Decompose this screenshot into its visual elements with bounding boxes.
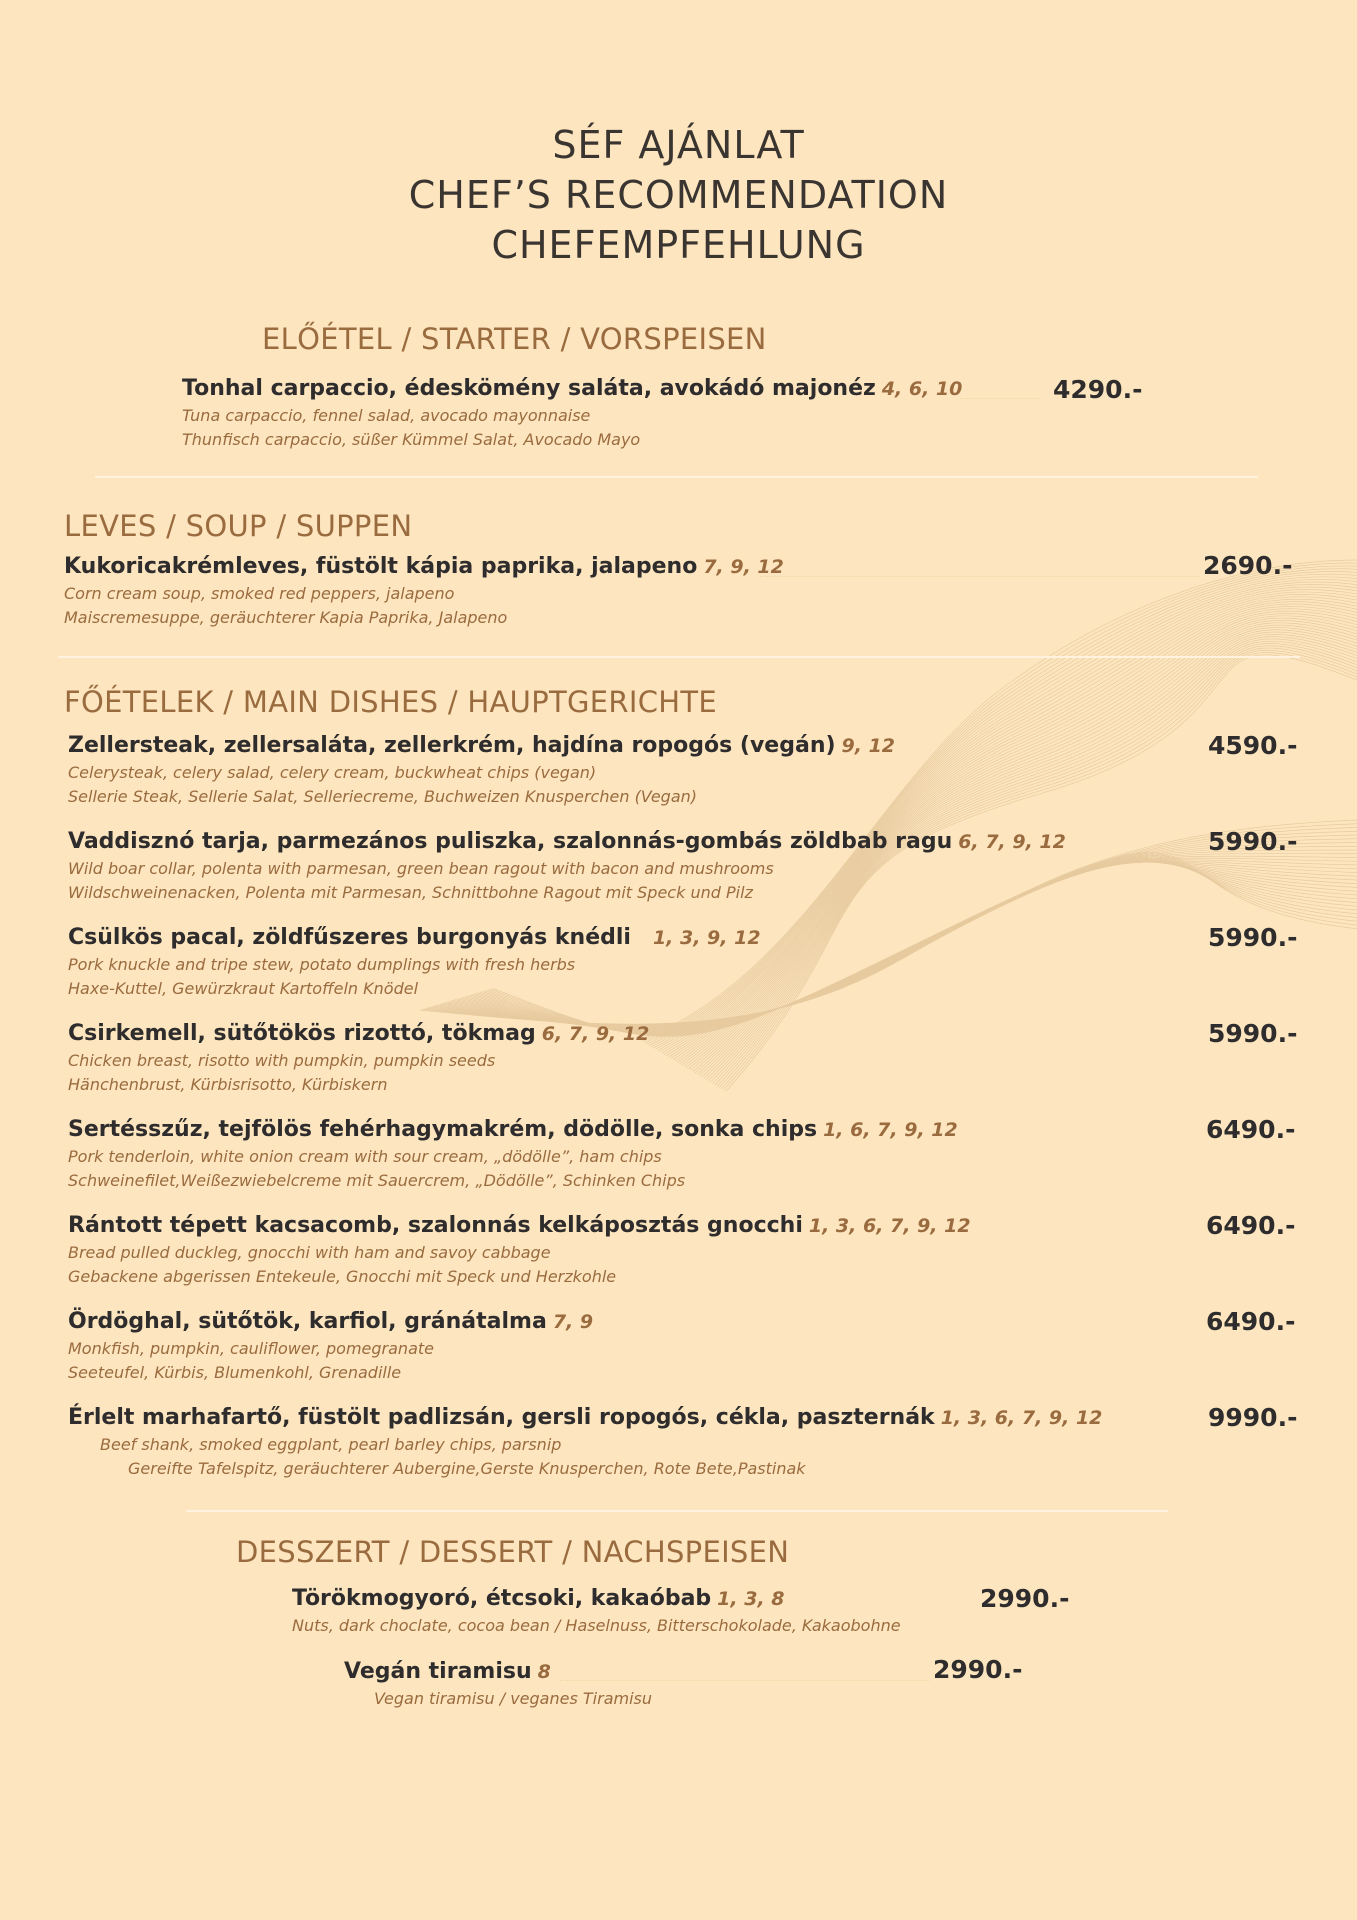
item-desc-en: Pork knuckle and tripe stew, potato dumplings with fresh herbs: [68, 955, 576, 974]
wave-line: [669, 594, 1357, 1057]
menu-item: [64, 552, 784, 630]
item-desc-de: Thunfisch carpaccio, süßer Kümmel Salat, Avocado Mayo: [182, 430, 641, 449]
menu-item: [68, 1211, 971, 1289]
item-desc-de: Hänchenbrust, Kürbisrisotto, Kürbiskern: [68, 1075, 388, 1094]
title-line-de: CHEFEMPFEHLUNG: [491, 223, 866, 267]
item-name: Érlelt marhafartő, füstölt padlizsán, gersli ropogós, cékla, paszternák: [68, 1405, 935, 1430]
item-allergens: 1, 3, 9, 12: [652, 927, 761, 949]
item-name: Csülkös pacal, zöldfűszeres burgonyás knédli: [68, 925, 631, 950]
item-price: 2990.-: [980, 1584, 1070, 1613]
item-name: Vegán tiramisu: [344, 1659, 532, 1684]
dot-leader: [560, 1680, 930, 1681]
item-allergens: 1, 3, 6, 7, 9, 12: [940, 1407, 1103, 1429]
item-name: Vaddisznó tarja, parmezános puliszka, szalonnás-gombás zöldbab ragu: [68, 829, 953, 854]
divider: [95, 476, 1258, 478]
item-desc-en: Bread pulled duckleg, gnocchi with ham and savoy cabbage: [68, 1243, 551, 1262]
item-name: Törökmogyoró, étcsoki, kakaóbab: [292, 1586, 712, 1611]
item-price: 4590.-: [1208, 731, 1298, 760]
menu-item: [68, 1115, 958, 1193]
section-title-soup: LEVES / SOUP / SUPPEN: [64, 509, 413, 543]
item-name: Csirkemell, sütőtökös rizottó, tökmag: [68, 1021, 536, 1046]
item-allergens: 7, 9: [552, 1311, 594, 1333]
menu-item: [68, 731, 895, 809]
item-allergens: 6, 7, 9, 12: [958, 831, 1066, 853]
item-desc-en: Chicken breast, risotto with pumpkin, pumpkin seeds: [68, 1051, 496, 1070]
section-title-dessert: DESSZERT / DESSERT / NACHSPEISEN: [236, 1535, 790, 1569]
title-line-hu: SÉF AJÁNLAT: [552, 123, 805, 167]
divider: [186, 1510, 1168, 1512]
item-desc-de: Wildschweinenacken, Polenta mit Parmesan, Schnittbohne Ragout mit Speck und Pilz: [68, 883, 753, 902]
item-allergens: 8: [537, 1661, 551, 1683]
menu-item: [68, 827, 1066, 905]
menu-item: [292, 1584, 901, 1638]
item-desc-en: Corn cream soup, smoked red peppers, jalapeno: [64, 584, 455, 603]
dot-leader: [760, 576, 1200, 577]
item-desc-de: Sellerie Steak, Sellerie Salat, Selleriecreme, Buchweizen Knusperchen (Vegan): [68, 787, 697, 806]
item-name: Kukoricakrémleves, füstölt kápia paprika, jalapeno: [64, 554, 698, 579]
item-price: 6490.-: [1206, 1115, 1296, 1144]
item-desc: Nuts, dark choclate, cocoa bean / Haselnuss, Bitterschokolade, Kakaobohne: [292, 1616, 901, 1635]
wave-line: [666, 592, 1357, 1056]
divider: [58, 656, 1300, 658]
item-desc-en: Pork tenderloin, white onion cream with sour cream, „dödölle”, ham chips: [68, 1147, 662, 1166]
wave-line: [664, 589, 1357, 1054]
item-desc-en: Celerysteak, celery salad, celery cream, buckwheat chips (vegan): [68, 763, 597, 782]
item-desc-de: Gereifte Tafelspitz, geräuchterer Aubergine,Gerste Knusperchen, Rote Bete,Pastinak: [128, 1459, 806, 1478]
item-allergens: 7, 9, 12: [703, 556, 784, 578]
item-price: 5990.-: [1208, 827, 1298, 856]
item-allergens: 1, 6, 7, 9, 12: [823, 1119, 958, 1141]
item-desc-en: Wild boar collar, polenta with parmesan, green bean ragout with bacon and mushrooms: [68, 859, 774, 878]
dot-leader: [960, 398, 1040, 399]
item-desc-de: Gebackene abgerissen Entekeule, Gnocchi mit Speck und Herzkohle: [68, 1267, 617, 1286]
item-price: 2690.-: [1203, 551, 1293, 580]
item-desc-en: Beef shank, smoked eggplant, pearl barley chips, parsnip: [100, 1435, 562, 1454]
item-price: 5990.-: [1208, 923, 1298, 952]
item-desc-de: Maiscremesuppe, geräuchterer Kapia Paprika, Jalapeno: [64, 608, 508, 627]
item-price: 6490.-: [1206, 1211, 1296, 1240]
wave-line: [658, 582, 1357, 1051]
item-desc-de: Seeteufel, Kürbis, Blumenkohl, Grenadille: [68, 1363, 402, 1382]
section-title-starter: ELŐÉTEL / STARTER / VORSPEISEN: [262, 322, 767, 356]
item-desc-en: Tuna carpaccio, fennel salad, avocado mayonnaise: [182, 406, 591, 425]
item-allergens: 4, 6, 10: [881, 378, 963, 400]
menu-item: [68, 1307, 593, 1385]
item-desc: Vegan tiramisu / veganes Tiramisu: [374, 1689, 652, 1708]
item-name: Sertésszűz, tejfölös fehérhagymakrém, dödölle, sonka chips: [68, 1117, 818, 1142]
title-line-en: CHEF’S RECOMMENDATION: [408, 173, 949, 217]
item-price: 4290.-: [1053, 375, 1143, 404]
item-desc-de: Schweinefilet,Weißezwiebelcreme mit Sauercrem, „Dödölle”, Schinken Chips: [68, 1171, 686, 1190]
item-desc-de: Haxe-Kuttel, Gewürzkraut Kartoffeln Knödel: [68, 979, 419, 998]
item-price: 9990.-: [1208, 1403, 1298, 1432]
wave-line: [660, 584, 1357, 1051]
item-name: Zellersteak, zellersaláta, zellerkrém, hajdína ropogós (vegán): [68, 733, 836, 758]
item-allergens: 1, 3, 6, 7, 9, 12: [808, 1215, 971, 1237]
item-desc-en: Monkfish, pumpkin, cauliflower, pomegranate: [68, 1339, 434, 1358]
item-price: 2990.-: [933, 1655, 1023, 1684]
wave-line: [652, 579, 1357, 1049]
item-price: 5990.-: [1208, 1019, 1298, 1048]
page-title: [0, 120, 1357, 270]
menu-item: [68, 1019, 649, 1097]
item-name: Ördöghal, sütőtök, karfiol, gránátalma: [68, 1309, 547, 1334]
item-name: Tonhal carpaccio, édeskömény saláta, avokádó majonéz: [182, 376, 876, 401]
menu-item: [182, 374, 962, 452]
item-allergens: 9, 12: [841, 735, 896, 757]
item-name: Rántott tépett kacsacomb, szalonnás kelkáposztás gnocchi: [68, 1213, 803, 1238]
item-allergens: 1, 3, 8: [717, 1588, 785, 1610]
item-price: 6490.-: [1206, 1307, 1296, 1336]
menu-item: [68, 1403, 1102, 1481]
item-allergens: 6, 7, 9, 12: [541, 1023, 650, 1045]
section-title-main: FŐÉTELEK / MAIN DISHES / HAUPTGERICHTE: [64, 685, 717, 719]
menu-item: [344, 1657, 652, 1711]
menu-item: [68, 923, 761, 1001]
